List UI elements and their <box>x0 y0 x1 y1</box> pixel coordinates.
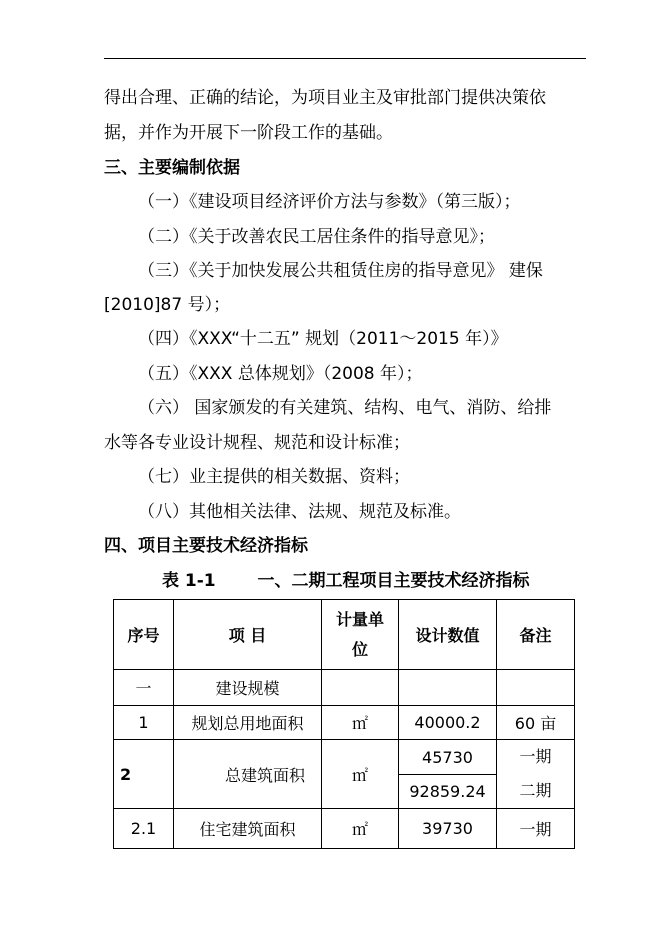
row3-value-a: 45730 <box>399 740 497 775</box>
basis-item-4: （四）《XXX“十二五” 规划（2011～2015 年）》 <box>138 329 508 349</box>
row4-unit: ㎡ <box>322 809 399 849</box>
row2-note: 60 亩 <box>497 706 575 740</box>
basis-item-7: （七）业主提供的相关数据、资料； <box>138 467 410 487</box>
row2-unit: ㎡ <box>322 706 399 740</box>
row3-seq: 2 <box>114 740 174 809</box>
row3-note-b: 二期 <box>519 781 552 800</box>
table-row <box>114 809 575 849</box>
row1-seq: 一 <box>114 670 174 706</box>
table-row <box>114 706 575 740</box>
table-row <box>114 670 575 706</box>
basis-item-6-cont: 水等各专业设计规程、规范和设计标准； <box>104 433 410 453</box>
paragraph-line-1: 得出合理、正确的结论，为项目业主及审批部门提供决策依 <box>104 88 546 108</box>
table-caption-title: 一、二期工程项目主要技术经济指标 <box>257 571 530 591</box>
row3-unit: ㎡ <box>322 740 399 809</box>
row3-note <box>497 740 575 809</box>
paragraph-line-2: 据，并作为开展下一阶段工作的基础。 <box>104 123 393 143</box>
header-unit <box>322 600 399 670</box>
row2-seq: 1 <box>114 706 174 740</box>
row3-item: 总建筑面积 <box>174 740 322 809</box>
header-unit-line2: 位 <box>351 639 368 659</box>
basis-item-1: （一）《建设项目经济评价方法与参数》（第三版）； <box>138 192 521 212</box>
header-value: 设计数值 <box>399 600 497 670</box>
row4-seq: 2.1 <box>114 809 174 849</box>
basis-item-5: （五）《XXX 总体规划》（2008 年）； <box>138 364 423 384</box>
header-item: 项 目 <box>174 600 322 670</box>
row4-note: 一期 <box>497 809 575 849</box>
table-caption <box>162 571 529 591</box>
table-header-row <box>114 600 575 670</box>
basis-item-2: （二）《关于改善农民工居住条件的指导意见》； <box>138 227 495 247</box>
section-heading-basis: 三、主要编制依据 <box>104 158 240 178</box>
row1-item: 建设规模 <box>174 670 322 706</box>
header-note: 备注 <box>497 600 575 670</box>
header-rule <box>104 58 586 59</box>
row4-value: 39730 <box>399 809 497 849</box>
row3-value-b: 92859.24 <box>399 775 497 809</box>
section-heading-indicators: 四、项目主要技术经济指标 <box>104 536 308 556</box>
row2-value: 40000.2 <box>399 706 497 740</box>
indicator-table <box>113 599 575 849</box>
header-seq: 序号 <box>114 600 174 670</box>
basis-item-6: （六） 国家颁发的有关建筑、结构、电气、消防、给排 <box>138 398 552 418</box>
basis-item-3-cont: [2010]87 号）； <box>104 295 231 315</box>
basis-item-8: （八）其他相关法律、法规、规范及标准。 <box>138 502 461 522</box>
row3-note-a: 一期 <box>519 747 552 766</box>
table-caption-number: 表 1-1 <box>162 571 216 591</box>
basis-item-3: （三）《关于加快发展公共租赁住房的指导意见》 建保 <box>138 261 543 281</box>
header-unit-line1: 计量单 <box>335 609 384 629</box>
row4-item: 住宅建筑面积 <box>174 809 322 849</box>
row2-item: 规划总用地面积 <box>174 706 322 740</box>
table-row <box>114 740 575 775</box>
